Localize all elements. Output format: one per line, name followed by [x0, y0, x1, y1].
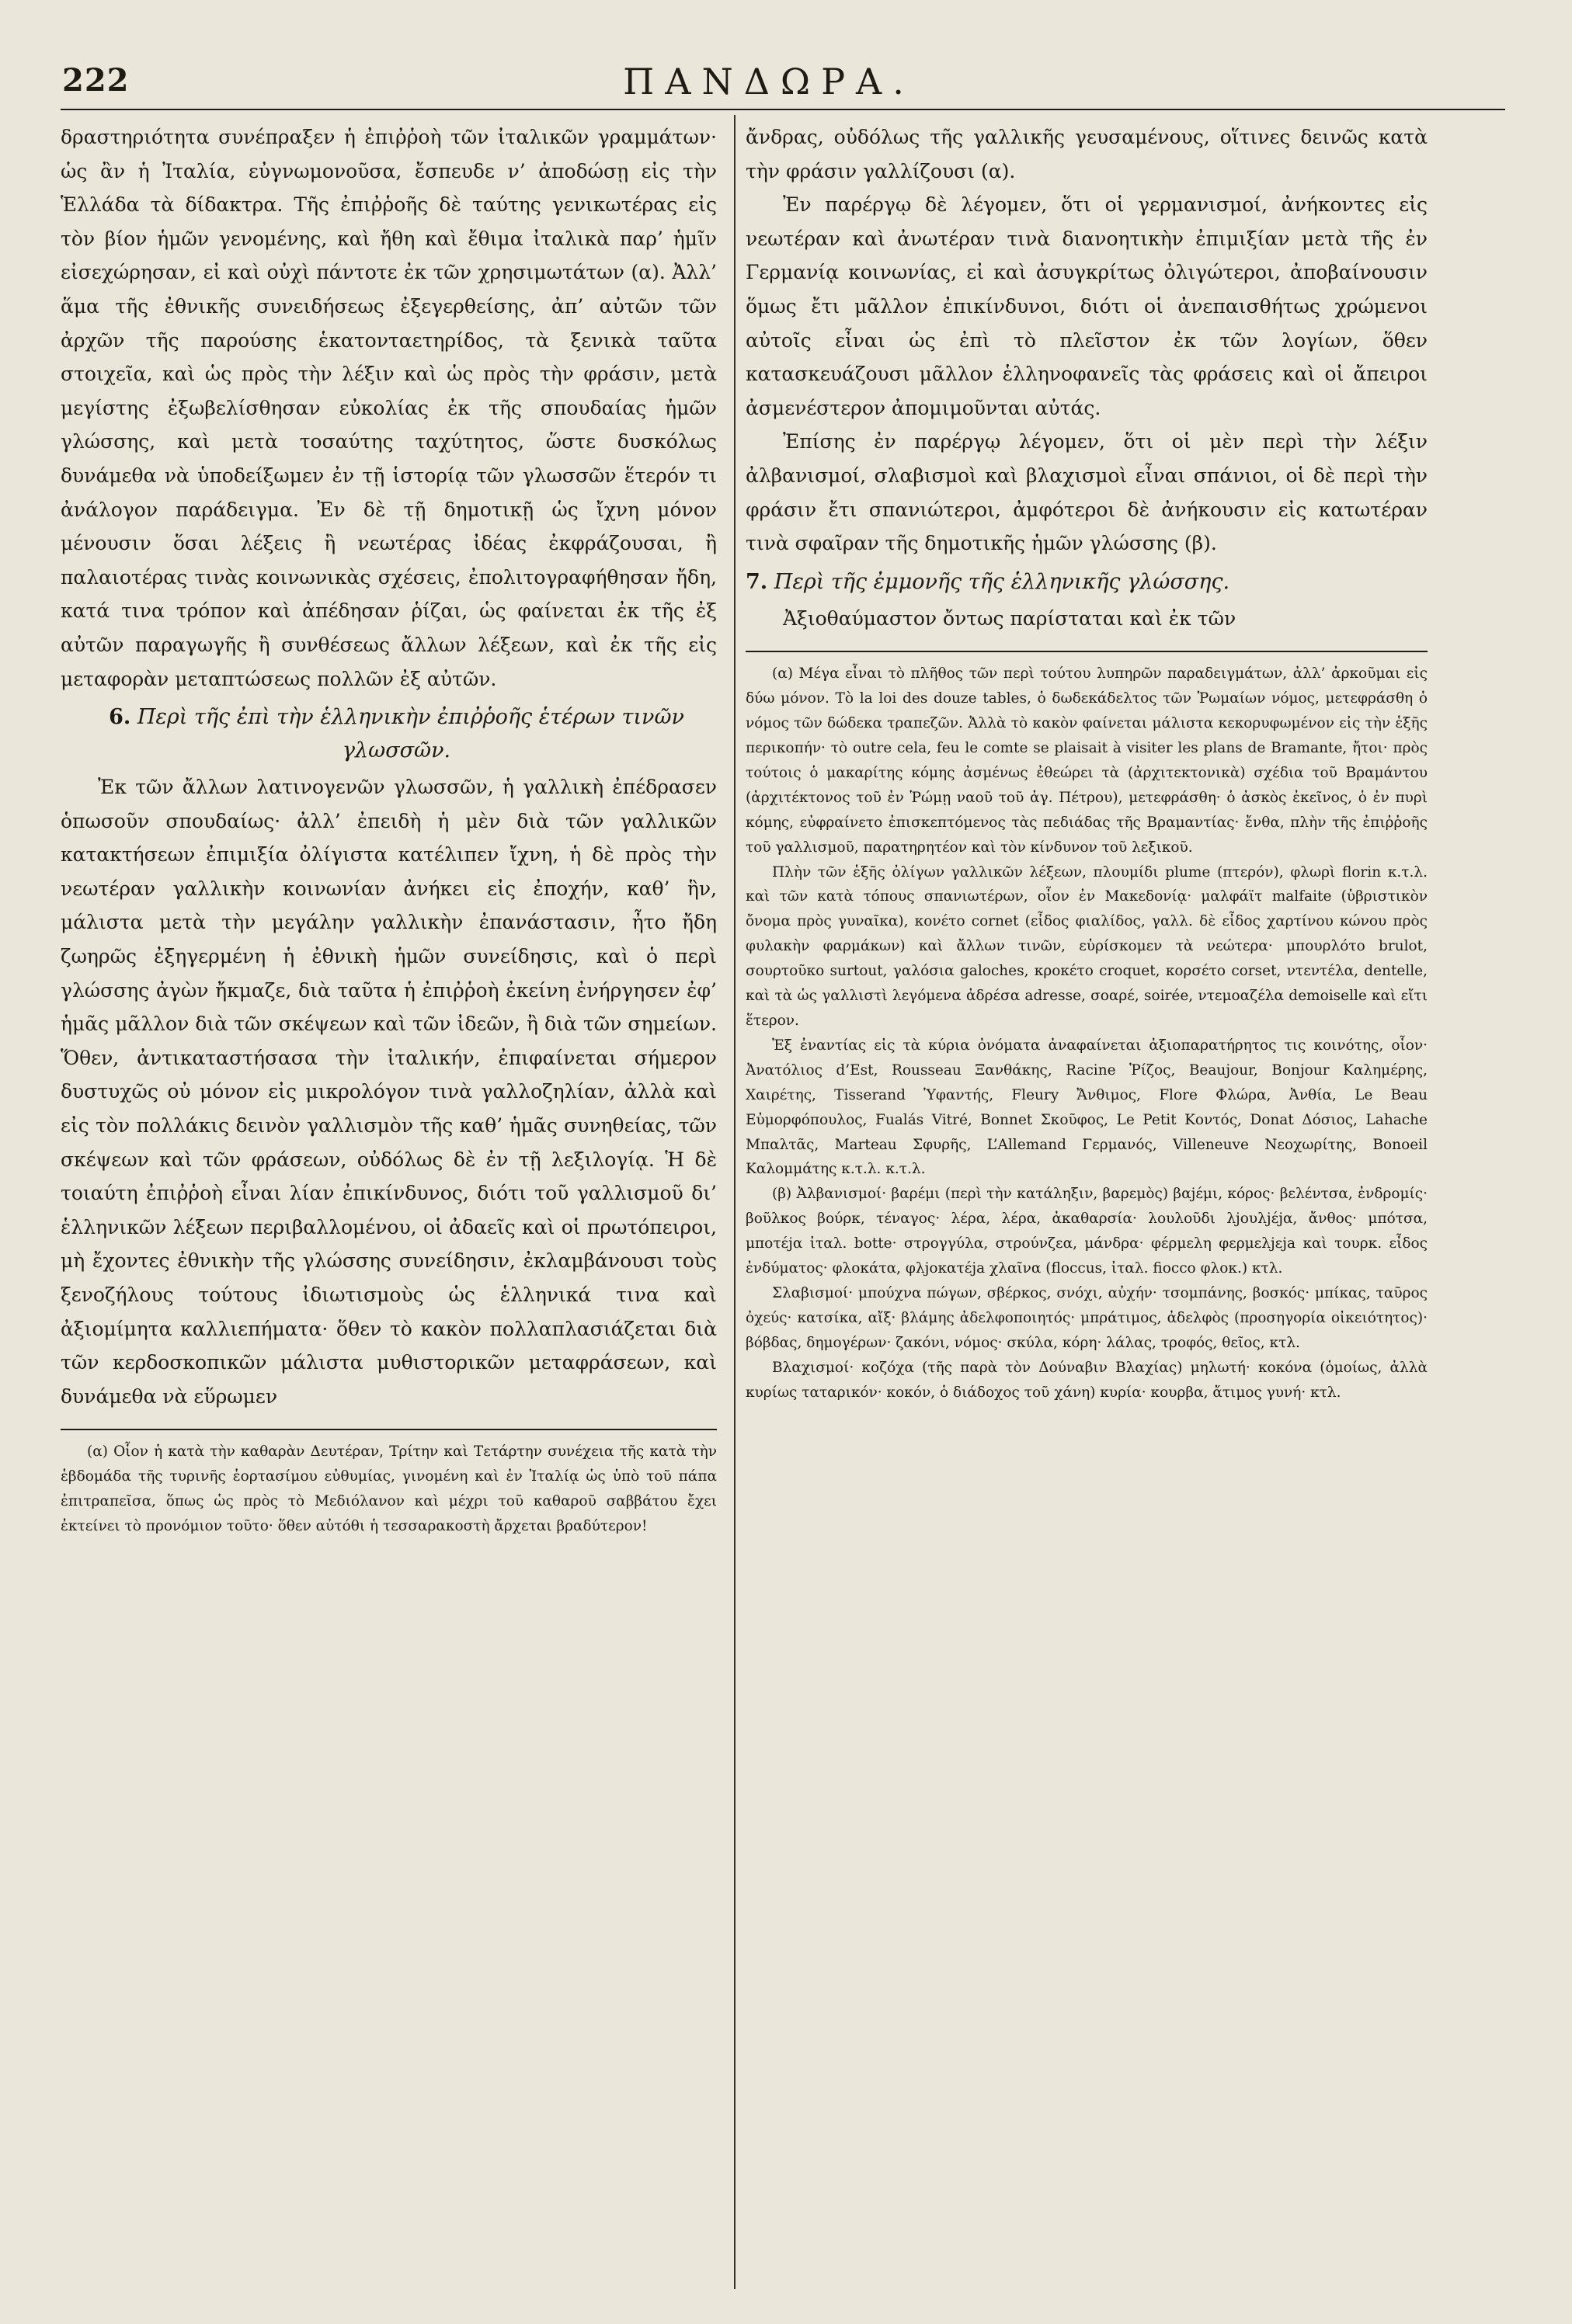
left-column-text [61, 120, 717, 1413]
footnote-rule [746, 651, 1428, 652]
section-heading-6 [61, 700, 717, 767]
right-column [746, 120, 1428, 1405]
header-rule [61, 109, 1505, 110]
left-footnotes [61, 1440, 717, 1539]
paragraph: ἄνδρας, οὐδόλως τῆς γαλλικῆς γευσαμένους, οἵτινες δεινῶς κατὰ τὴν φράσιν γαλλίζουσι (α). [746, 126, 1428, 182]
column-divider [734, 115, 736, 2289]
left-column [61, 120, 717, 1539]
footnote: Ἐξ ἐναντίας εἰς τὰ κύρια ὀνόματα ἀναφαίνεται ἀξιοπαρατήρητος τις κοινότης, οἷον· Ἀνατόλιος d’Est, Rousseau Ξανθάκης, Racine Ῥίζος, Beaujour, Bonjour Καλημέρης, Χαιρέτης, Tisserand Ὑφαντής, Fleury Ἄνθιμος, Flore Φλώρα, Ἀνθία, Le Beau Εὐμορφόπουλος, Fualás Vitré, Bonnet Σκοῦφος, Le Petit Κοντός, Donat Δόσιος, Lahache Μπαλτᾶς, Marteau Σφυρῆς, L’Allemand Γερμανός, Villeneuve Νεοχωρίτης, Bonoeil Καλομμάτης κ.τ.λ. κ.τ.λ. [746, 1037, 1428, 1178]
paragraph: Ἀξιοθαύμαστον ὄντως παρίσταται καὶ ἐκ τῶν [783, 606, 1236, 630]
section-title: Περὶ τῆς ἐμμονῆς τῆς ἑλληνικῆς γλώσσης. [774, 569, 1230, 594]
footnote-rule [61, 1429, 717, 1430]
paragraph: Ἐπίσης ἐν παρέργῳ λέγομεν, ὅτι οἱ μὲν περὶ τὴν λέξιν ἀλβανισμοί, σλαβισμοὶ καὶ βλαχισμοὶ εἶναι σπάνιοι, οἱ δὲ περὶ τὴν φράσιν ἔτι σπανιώτεροι, ἀμφότεροι δὲ ἀνήκουσιν εἰς κατωτέραν τινὰ σφαῖραν τῆς δημοτικῆς ἡμῶν γλώσσης (β). [746, 430, 1428, 555]
footnote: (α) Μέγα εἶναι τὸ πλῆθος τῶν περὶ τούτου λυπηρῶν παραδειγμάτων, ἀλλ’ ἀρκοῦμαι εἰς δύω μόνον. Τὸ la loi des douze tables, ὁ δωδεκάδελτος τῶν Ῥωμαίων νόμος, μετεφράσθη ὁ νόμος τῶν δώδεκα τραπεζῶν. Ἀλλὰ τὸ κακὸν φαίνεται μάλιστα κεκορυφωμένον εἰς τὴν ἑξῆς περικοπήν· τὸ outre cela, feu le comte se plaisait à visiter les plans de Bramante, ἤτοι· πρὸς τούτοις ὁ μακαρίτης κόμης ἀσμένως ἐθεώρει τὰ (ἀρχιτεκτονικὰ) σχέδια τοῦ Βραμάντου (ἀρχιτέκτονος τοῦ ἐν Ῥώμῃ ναοῦ τοῦ ἁγ. Πέτρου), μετεφράσθη· ὁ ἀσκὸς ἐκεῖνος, ὁ ἐν πυρὶ κόμης, εὐφραίνετο ἐπισκεπτόμενος τὰς πεδιάδας τῆς Βραμαντίας· ἔνθα, πλὴν τῆς ἐπιῤῥοῆς τοῦ γαλλισμοῦ, παρατηρητέον καὶ τὸν κίνδυνον τοῦ λεξικοῦ. [746, 665, 1428, 856]
footnote: (β) Ἀλβανισμοί· βαρέμι (περὶ τὴν κατάληξιν, βαρεμὸς) βαjέμι, κόρος· βελέντσα, ἐνδρομίς· βοῦλκος βούρκ, τέναγος· λέρα, λέρα, ἀκαθαρσία· λουλοῦδι λjουλjέjα, ἄνθος· μπότσα, μποτέjα ἰταλ. botte· στρογγύλα, στρούνζεα, μάνδρα· φέρμελη φερμελjεja καὶ τουρκ. εἶδος ἐνδύματος· φλοκάτα, φλjοκατέja χλαῖνα (floccus, ἰταλ. fiocco φλοκ.) κτλ. [746, 1186, 1428, 1277]
paragraph: Ἐκ τῶν ἄλλων λατινογενῶν γλωσσῶν, ἡ γαλλικὴ ἐπέδρασεν ὁπωσοῦν σπουδαίως· ἀλλ’ ἐπειδὴ ἡ μὲν διὰ τῶν γαλλικῶν κατακτήσεων ἐπιμιξία ὀλίγιστα κατέλιπεν ἴχνη, ἡ δὲ πρὸς τὴν νεωτέραν γαλλικὴν κοινωνίαν ἀνήκει εἰς ἐποχήν, καθ’ ἣν, μάλιστα μετὰ τὴν μεγάλην γαλλικὴν ἐπανάστασιν, ἦτο ἤδη ζωηρῶς ἐξηγερμένη ἡ ἐθνικὴ ἡμῶν συνείδησις, καὶ ὁ περὶ γλώσσης ἀγὼν ἤκμαζε, διὰ ταῦτα ἡ ἐπιῤῥοὴ ἐκείνη ἐνήργησεν ἐφ’ ἡμᾶς μᾶλλον διὰ τῶν σκέψεων καὶ τῶν ἰδεῶν, ἢ διὰ τῶν σημείων. Ὅθεν, ἀντικαταστήσασα τὴν ἰταλικήν, ἐπιφαίνεται σήμερον δυστυχῶς οὐ μόνον εἰς μικρολόγον τινὰ γαλλοζηλίαν, ἀλλὰ καὶ εἰς τὸν πολλάκις δεινὸν γαλλισμὸν τῆς καθ’ ἡμᾶς συνηθείας, τῶν σκέψεων καὶ τῶν φράσεων, οὐδόλως δὲ ἐν τῇ λεξιλογίᾳ. Ἡ δὲ τοιαύτη ἐπιῤῥοὴ εἶναι λίαν ἐπικίνδυνος, διότι τοῦ γαλλισμοῦ δι’ ἑλληνικῶν λέξεων περιβαλλομένου, οἱ ἀδαεῖς καὶ οἱ πρωτόπειροι, μὴ ἔχοντες ἐθνικὴν τῆς γλώσσης συνείδησιν, ἐκλαμβάνουσι τοὺς ξενοζήλους τούτους ἰδιωτισμοὺς ὡς ἑλληνικά τινα καὶ ἀξιομίμητα καλλιεπήματα· ὅθεν τὸ κακὸν πολλαπλασιάζεται διὰ τῶν κερδοσκοπικῶν μάλιστα μυθιστορικῶν μεταφράσεων, καὶ δυνάμεθα νὰ εὕρωμεν [61, 776, 717, 1408]
footnote: Πλὴν τῶν ἑξῆς ὀλίγων γαλλικῶν λέξεων, πλουμίδι plume (πτερόν), φλωρὶ florin κ.τ.λ. καὶ τῶν κατὰ τόπους σπανιωτέρων, οἷον ἐν Μακεδονίᾳ· μαλφάϊτ malfaite (ὑβριστικὸν ὄνομα πρὸς γυναῖκα), κονέτο cornet (εἶδος φιαλίδος, γαλλ. δὲ εἶδος χαρτίνου κώνου πρὸς φυλακὴν φαρμάκων) καὶ ἄλλων τινῶν, εὑρίσκομεν τὰ νεώτερα· μπουρλότο brulot, σουρτοῦκο surtout, γαλόσια galoches, κροκέτο croquet, κορσέτο corset, ντεντέλα, dentelle, καὶ τὰ ὡς γαλλιστὶ λεγόμενα ἀδρέσα adresse, σοαρέ, soirée, ντεμοαζέλα demoiselle καὶ εἴτι ἕτερον. [746, 863, 1428, 1029]
paragraph: Ἐν παρέργῳ δὲ λέγομεν, ὅτι οἱ γερμανισμοί, ἀνήκοντες εἰς νεωτέραν καὶ ἀνωτέραν τινὰ διανοητικὴν ἐπιμιξίαν μετὰ τῆς ἐν Γερμανίᾳ κοινωνίας, εἰ καὶ ἀσυγκρίτως ὀλιγώτεροι, ἀποβαίνουσιν ὅμως ἔτι μᾶλλον ἐπικίνδυνοι, διότι οἱ ἀνεπαισθήτως χρώμενοι αὐτοῖς εἶναι ὡς ἐπὶ τὸ πλεῖστον ἐκ τῶν λογίων, ὅθεν κατασκευάζουσι μᾶλλον ἑλληνοφανεῖς τὰς φράσεις καὶ οἱ ἄπειροι ἀσμενέστερον ἀπομιμοῦνται αὐτάς. [746, 193, 1428, 419]
page-number: 222 [62, 62, 130, 99]
paragraph: δραστηριότητα συνέπραξεν ἡ ἐπιῤῥοὴ τῶν ἰταλικῶν γραμμάτων· ὡς ἂν ἡ Ἰταλία, εὐγνωμονοῦσα, ἔσπευδε ν’ ἀποδώσῃ εἰς τὴν Ἑλλάδα τὰ δίδακτρα. Τῆς ἐπιῤῥοῆς δὲ ταύτης γενικωτέρας εἰς τὸν βίον ἡμῶν γενομένης, καὶ ἤθη καὶ ἔθιμα ἰταλικὰ παρ’ ἡμῖν εἰσεχώρησαν, εἰ καὶ οὐχὶ πάντοτε ἐκ τῶν χρησιμωτάτων (α). Ἀλλ’ ἅμα τῆς ἐθνικῆς συνειδήσεως ἐξεγερθείσης, ἀπ’ αὐτῶν τῶν ἀρχῶν τῆς παρούσης ἑκατονταετηρίδος, τὰ ξενικὰ ταῦτα στοιχεῖα, καὶ ὡς πρὸς τὴν λέξιν καὶ ὡς πρὸς τὴν φράσιν, μετὰ μεγίστης ἐξωβελίσθησαν εὐκολίας ἐκ τῆς σπουδαίας ἡμῶν γλώσσης, καὶ μετὰ τοσαύτης ταχύτητος, ὥστε δυσκόλως δυνάμεθα νὰ ὑποδείξωμεν ἐν τῇ ἱστορίᾳ τῶν γλωσσῶν ἕτερόν τι ἀνάλογον παράδειγμα. Ἐν δὲ τῇ δημοτικῇ ὡς ἴχνη μόνον μένουσιν ὅσαι λέξεις ἢ νεωτέρας ἰδέας ἐκφράζουσαι, ἢ παλαιοτέρας τινὰς κοινωνικὰς σχέσεις, ἐπολιτογραφήθησαν ἤδη, κατά τινα τρόπον καὶ ἀπέδησαν ῥίζαι, ὡς φαίνεται ἐκ τῆς ἐξ αὐτῶν παραγωγῆς ἢ συνθέσεως ἄλλων λέξεων, καὶ ἐκ τῆς εἰς μεταφορὰν μεταπτώσεως πολλῶν ἐξ αὐτῶν. [61, 126, 717, 690]
section-number: 7. [746, 569, 768, 594]
right-column-text [746, 120, 1428, 635]
section-title: Περὶ τῆς ἐπὶ τὴν ἑλληνικὴν ἐπιῤῥοῆς ἑτέρων τινῶν γλωσσῶν. [137, 705, 684, 763]
section-number: 6. [109, 705, 131, 730]
right-footnotes [746, 662, 1428, 1405]
section-heading-7 [746, 565, 1428, 599]
footnote: Βλαχισμοί· κοζόχα (τῆς παρὰ τὸν Δούναβιν Βλαχίας) μηλωτή· κοκόνα (ὁμοίως, ἀλλὰ κυρίως ταταρικόν· κοκόν, ὁ διάδοχος τοῦ χάνη) κυρία· κουρβα, ἄτιμος γυνή· κτλ. [746, 1359, 1428, 1401]
footnote: (α) Οἷον ἡ κατὰ τὴν καθαρὰν Δευτέραν, Τρίτην καὶ Τετάρτην συνέχεια τῆς κατὰ τὴν ἑβδομάδα τῆς τυρινῆς ἑορτασίμου εὐθυμίας, γινομένη καὶ ἐν Ἰταλίᾳ ὡς ὑπὸ τοῦ πάπα ἐπιτραπεῖσα, ὅπως ὡς πρὸς τὸ Μεδιόλανον καὶ μέχρι τοῦ καθαροῦ σαββάτου ἔχει ἐκτείνει τὸ προνόμιον τοῦτο· ὅθεν αὐτόθι ἡ τεσσαρακοστὴ ἄρχεται βραδύτερον! [61, 1443, 717, 1535]
running-head-title: ΠΑΝΔΩΡΑ. [623, 61, 915, 102]
footnote: Σλαβισμοί· μπούχνα πώγων, σβέρκος, σνόχι, αὐχήν· τσομπάνης, βοσκός· μπίκας, ταῦρος ὀχεύς· κατσίκα, αἴξ· βλάμης ἀδελφοποιητός· μπράτιμος, ἀδελφὸς (προσηγορία οἰκειότητος)· βόβδας, δημογέρων· ζακόνι, νόμος· σκύλα, κόρη· λάλας, τροφός, θεῖος, κτλ. [746, 1284, 1428, 1351]
